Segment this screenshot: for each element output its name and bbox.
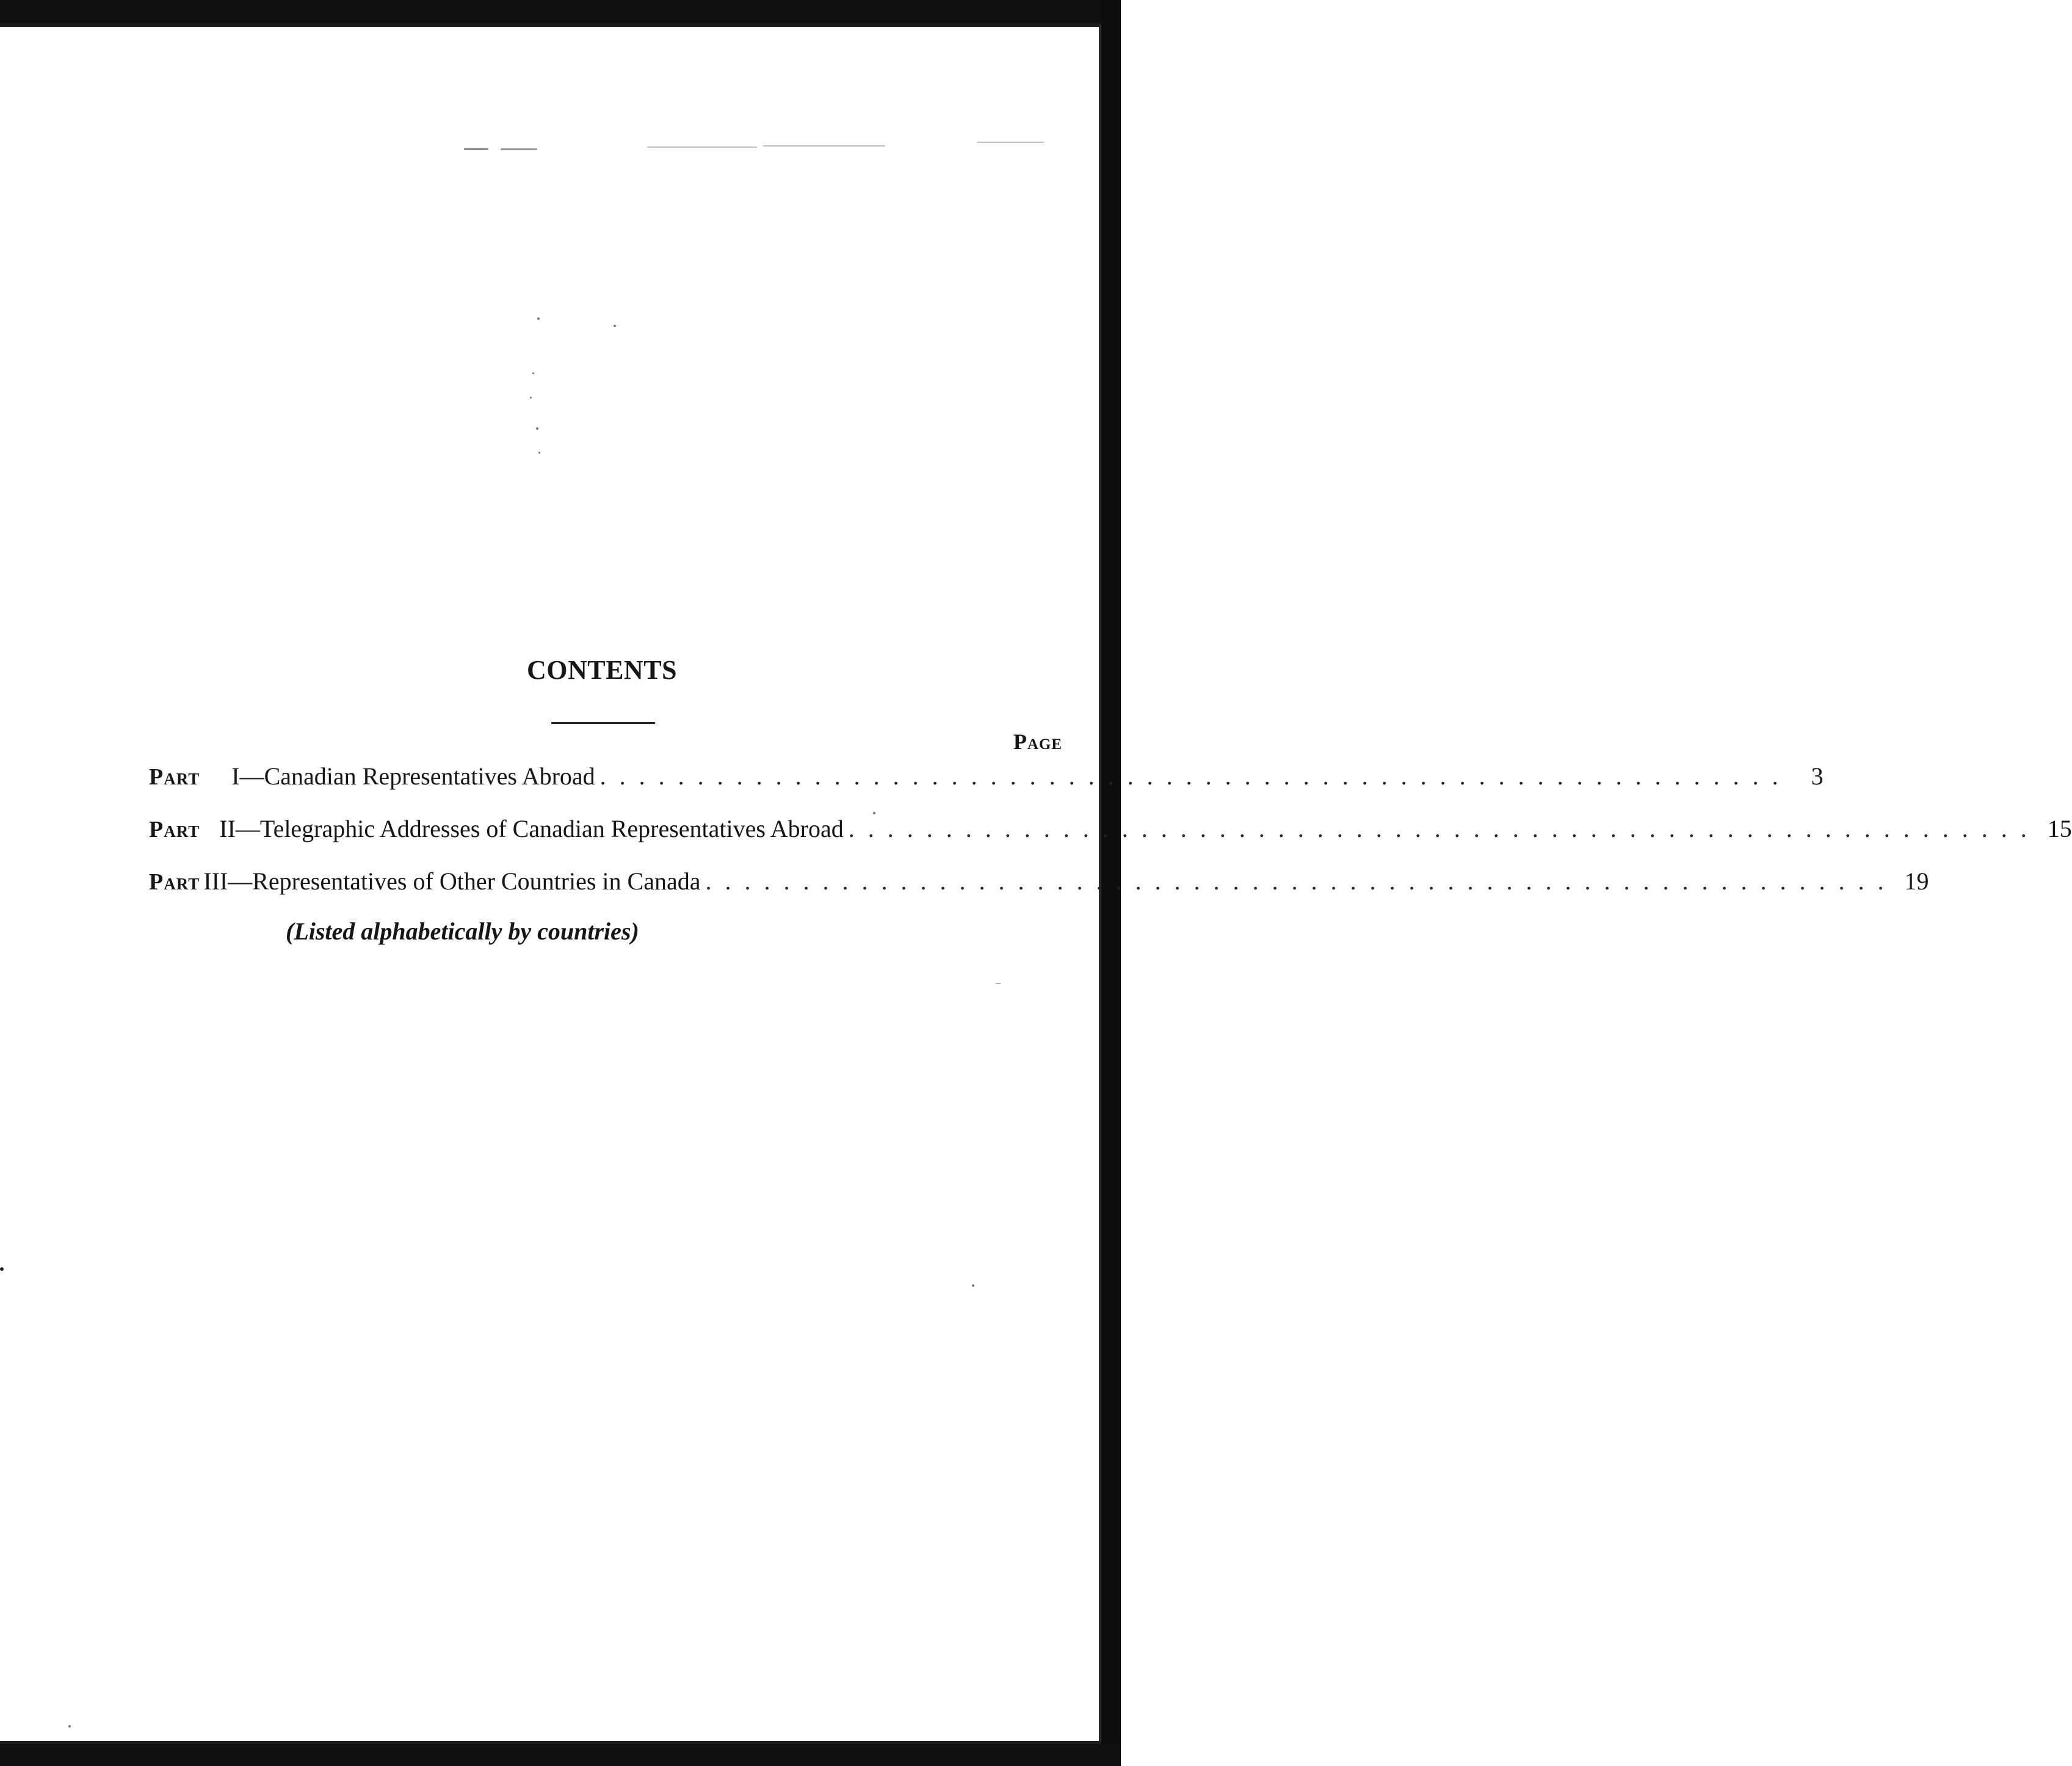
- entry-title: —Telegraphic Addresses of Canadian Representatives Abroad: [235, 815, 844, 842]
- page-number: 15: [2047, 815, 2072, 842]
- part-numeral: III: [203, 867, 228, 895]
- scan-border-bottom: [0, 1744, 1121, 1766]
- entry-title: —Canadian Representatives Abroad: [239, 762, 595, 790]
- page-number: 19: [1904, 867, 1929, 895]
- entry-title: —Representatives of Other Countries in Canada: [228, 867, 701, 895]
- part-label: Part: [149, 764, 200, 790]
- part-label: Part: [149, 869, 200, 895]
- toc-entry: [149, 762, 1824, 796]
- part-numeral: II: [219, 815, 236, 842]
- page-column-header: Page: [1013, 729, 1062, 754]
- scan-border-top-shadow: [0, 23, 1102, 27]
- dot-leaders: . . . . . . . . . . . . . . . . . . . . . . . . . . . . . . . . . . . . . . . . . . . . . . . . . . . . . . . . . . . . .: [848, 815, 2030, 842]
- part-numeral: I: [231, 762, 240, 790]
- part-label: Part: [149, 817, 200, 842]
- toc-entry: [149, 814, 2072, 849]
- scan-border-bottom-shadow: [0, 1741, 1101, 1744]
- dot-leaders: . . . . . . . . . . . . . . . . . . . . . . . . . . . . . . . . . . . . . . . . . . . . . . . . . . . . . . . . . . . . .: [600, 762, 1782, 790]
- contents-title: CONTENTS: [526, 655, 678, 685]
- title-rule: [551, 722, 655, 724]
- dot-leaders: . . . . . . . . . . . . . . . . . . . . . . . . . . . . . . . . . . . . . . . . . . . . . . . . . . . . . . . . . . . . .: [705, 867, 1888, 895]
- listing-note: (Listed alphabetically by countries): [286, 917, 639, 945]
- page-number: 3: [1811, 762, 1824, 790]
- toc-entry: [149, 867, 1929, 901]
- scan-border-top: [0, 0, 1121, 23]
